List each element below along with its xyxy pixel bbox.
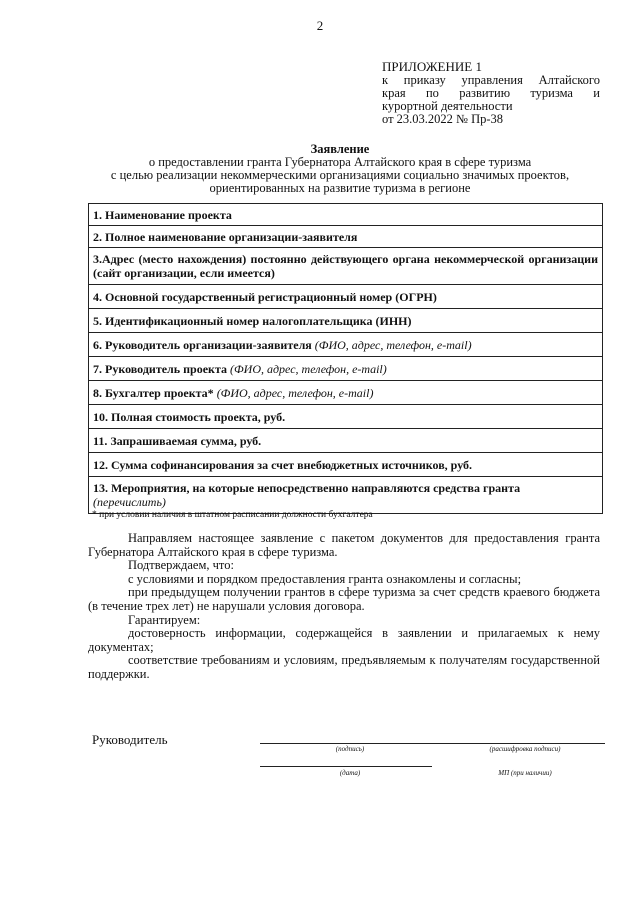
application-form-table: [88, 203, 603, 514]
paragraph: Гарантируем:: [128, 612, 201, 627]
row-label: 8. Бухгалтер проекта*: [93, 385, 214, 400]
row-note: (ФИО, адрес, телефон, e-mail): [230, 361, 387, 376]
date-line: [260, 766, 432, 767]
caption-date: (дата): [339, 769, 361, 777]
row-note: (ФИО, адрес, телефон, e-mail): [216, 385, 374, 400]
appendix-line-2: края по развитию туризма и: [382, 86, 600, 100]
appendix-line-1: к приказу управления Алтайского: [382, 73, 600, 87]
row-label: 5. Идентификационный номер налогоплательщика (ИНН): [93, 313, 412, 328]
paragraph: Подтверждаем, что:: [128, 558, 234, 573]
row-label: 6. Руководитель организации-заявителя: [93, 337, 312, 352]
table-row: [89, 453, 603, 477]
title-line-1: о предоставлении гранта Губернатора Алтайского края в сфере туризма: [148, 155, 532, 169]
row-label: 7. Руководитель проекта: [93, 361, 227, 376]
page-number: 2: [316, 18, 324, 33]
row-label: 13. Мероприятия, на которые непосредственно направляются средства гранта: [93, 481, 521, 495]
paragraph: соответствие требованиям и условиям, предъявляемым к получателям государственной поддержки.: [88, 653, 600, 681]
row-label: 10. Полная стоимость проекта, руб.: [93, 409, 286, 424]
title-line-0: Заявление: [310, 142, 370, 156]
appendix-line-4: от 23.03.2022 № Пр-38: [382, 112, 504, 126]
appendix-line-3: курортной деятельности: [382, 99, 513, 113]
statement-body: [88, 532, 600, 682]
table-row: [89, 248, 603, 285]
row-label: 12. Сумма софинансирования за счет внебюджетных источников, руб.: [93, 457, 473, 472]
table-row: [89, 309, 603, 333]
caption-stamp: МП (при наличии): [498, 769, 552, 777]
caption-signature: (подпись): [335, 745, 365, 753]
table-row: [89, 333, 603, 357]
row-note: (перечислить): [93, 495, 166, 509]
table-row: [89, 285, 603, 309]
signature-label: Руководитель: [92, 732, 168, 747]
table-row: [89, 405, 603, 429]
table-row: [89, 429, 603, 453]
table-row: [89, 204, 603, 226]
paragraph: с условиями и порядком предоставления гранта ознакомлены и согласны;: [128, 571, 522, 586]
appendix-block: [382, 60, 600, 126]
row-label: 3.Адрес (место нахождения) постоянно действующего органа некоммерческой организации (сайт организации, если имеется): [93, 252, 598, 280]
table-row: [89, 381, 603, 405]
row-label: 1. Наименование проекта: [93, 207, 232, 222]
table-row: [89, 226, 603, 248]
row-label: 11. Запрашиваемая сумма, руб.: [93, 433, 262, 448]
title-line-2: с целью реализации некоммерческими организациями социально значимых проектов,: [110, 168, 570, 182]
paragraph: достоверность информации, содержащейся в заявлении и прилагаемых к нему документах;: [88, 626, 600, 654]
row-label: 4. Основной государственный регистрационный номер (ОГРН): [93, 289, 437, 304]
caption-decode: (расшифровка подписи): [489, 745, 561, 753]
title-line-3: ориентированных на развитие туризма в регионе: [209, 181, 471, 195]
row-label: 2. Полное наименование организации-заявителя: [93, 229, 358, 244]
document-title: [80, 143, 600, 195]
paragraph: Направляем настоящее заявление с пакетом документов для предоставления гранта Губернатора Алтайского края в сфере туризма.: [88, 531, 600, 559]
table-row: [89, 357, 603, 381]
paragraph: при предыдущем получении грантов в сфере туризма за счет средств краевого бюджета (в течение трех лет) не нарушали условия договора.: [88, 585, 600, 613]
appendix-heading: ПРИЛОЖЕНИЕ 1: [382, 59, 482, 74]
footnote: * при условии наличия в штатном расписании должности бухгалтера: [92, 510, 373, 520]
table-row: [89, 477, 603, 514]
signature-line: [260, 743, 605, 744]
row-note: (ФИО, адрес, телефон, e-mail): [314, 337, 472, 352]
